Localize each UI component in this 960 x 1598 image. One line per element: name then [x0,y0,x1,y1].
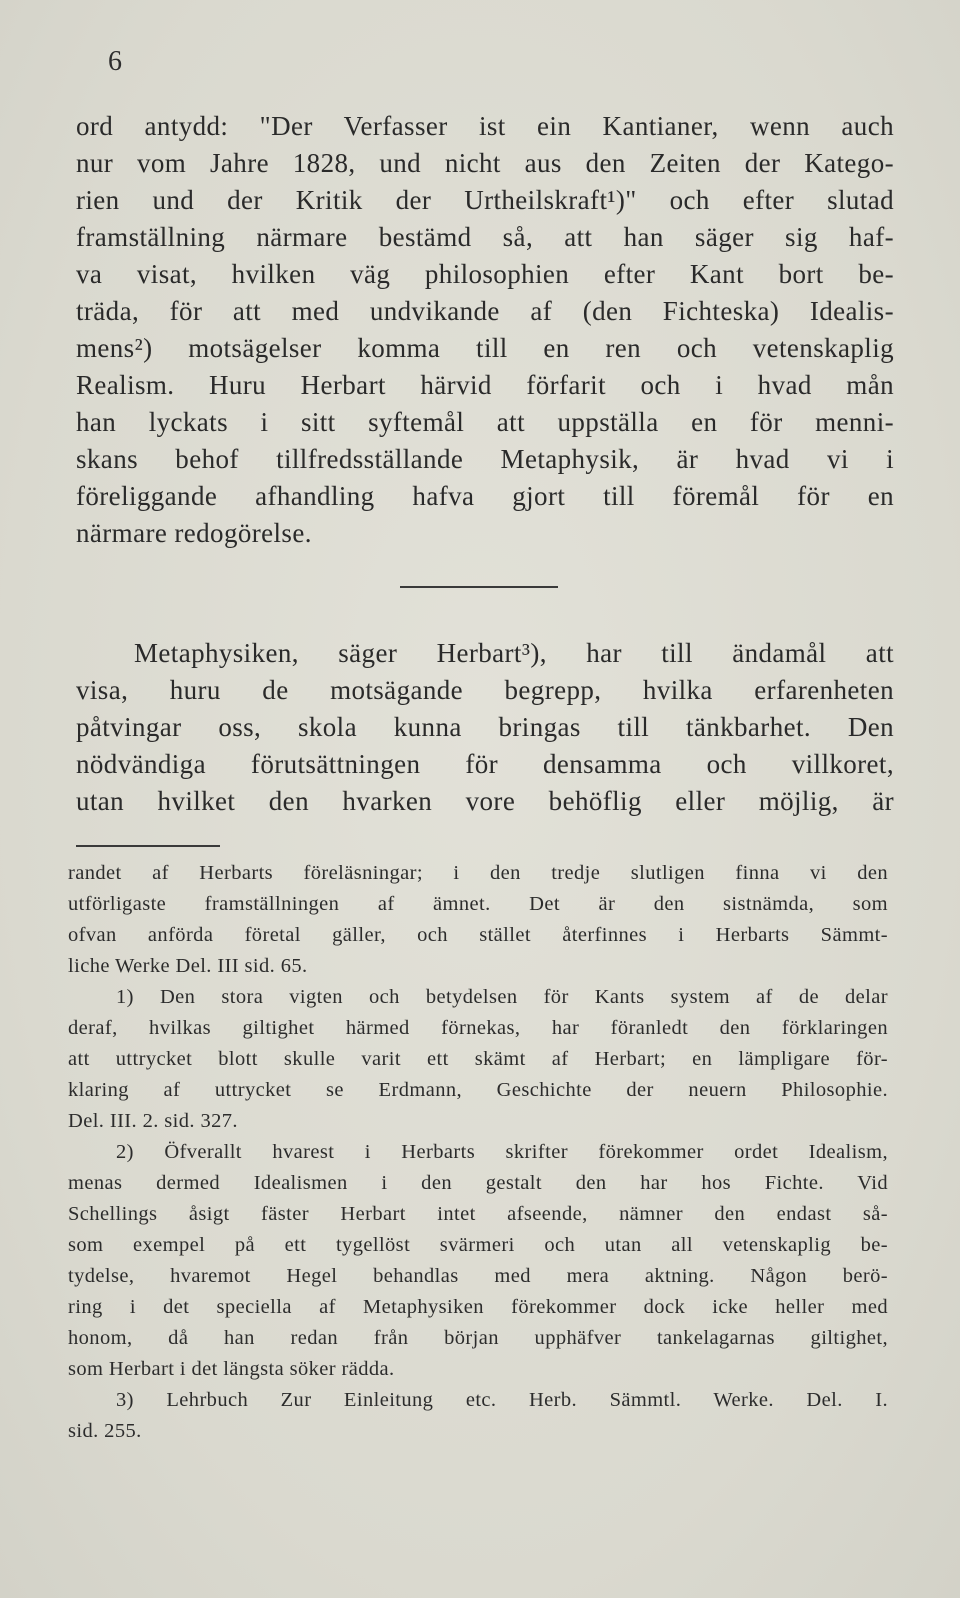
footnote-line: Del. III. 2. sid. 327. [68,1110,238,1132]
footnote-line: att uttrycket blott skulle varit ett skämt af Herbart; en lämpligare för- [68,1048,888,1070]
paragraph-1 [76,108,894,552]
paragraph-line: rien und der Kritik der Urtheilskraft¹)" och efter slutad [76,185,894,215]
footnote-1 [68,982,888,1137]
footnote-line: tydelse, hvaremot Hegel behandlas med mera aktning. Någon berö- [68,1265,888,1287]
footnote-line: som exempel på ett tygellöst svärmeri och utan all vetenskaplig be- [68,1234,888,1256]
footnote-line: honom, då han redan från början upphäfver tankelagarnas giltighet, [68,1327,888,1349]
paragraph-line: närmare redogörelse. [76,518,312,548]
paragraph-line: skans behof tillfredsställande Metaphysik, är hvad vi i [76,444,894,474]
footnote-line: deraf, hvilkas giltighet härmed förnekas, har föranledt den förklaringen [68,1017,888,1039]
paragraph-line: mens²) motsägelser komma till en ren och vetenskaplig [76,333,894,363]
footnote-continuation [68,858,888,982]
paragraph-line: Metaphysiken, säger Herbart³), har till ändamål att [134,638,894,668]
footnote-line: utförligaste framställningen af ämnet. Det är den sistnämda, som [68,893,888,915]
paragraph-line: träda, för att med undvikande af (den Fichteska) Idealis- [76,296,894,326]
paragraph-line: Realism. Huru Herbart härvid förfarit och i hvad mån [76,370,894,400]
footnote-line: Schellings åsigt fäster Herbart intet afseende, nämner den endast så- [68,1203,888,1225]
footnote-line: menas dermed Idealismen i den gestalt den har hos Fichte. Vid [68,1172,888,1194]
paragraph-line: föreliggande afhandling hafva gjort till föremål för en [76,481,894,511]
paragraph-line: nur vom Jahre 1828, und nicht aus den Zeiten der Katego- [76,148,894,178]
page-number: 6 [108,46,122,77]
footnotes [68,858,888,1447]
paragraph-2 [76,635,894,820]
footnote-line: liche Werke Del. III sid. 65. [68,955,308,977]
footnote-3 [68,1385,888,1447]
section-separator-rule [400,586,558,588]
paragraph-line: framställning närmare bestämd så, att han säger sig haf- [76,222,894,252]
paragraph-line: nödvändiga förutsättningen för densamma och villkoret, [76,749,894,779]
paragraph-line: va visat, hvilken väg philosophien efter Kant bort be- [76,259,894,289]
paragraph-line: utan hvilket den hvarken vore behöflig eller möjlig, är [76,786,894,816]
paragraph-line: påtvingar oss, skola kunna bringas till tänkbarhet. Den [76,712,894,742]
paragraph-line: ord antydd: "Der Verfasser ist ein Kantianer, wenn auch [76,111,894,141]
footnote-line: 2) Öfverallt hvarest i Herbarts skrifter förekommer ordet Idealism, [116,1141,888,1163]
paragraph-line: visa, huru de motsägande begrepp, hvilka erfarenheten [76,675,894,705]
footnote-2 [68,1137,888,1385]
footnote-line: ring i det speciella af Metaphysiken förekommer dock icke heller med [68,1296,888,1318]
footnote-line: sid. 255. [68,1420,142,1442]
footnote-line: randet af Herbarts föreläsningar; i den tredje slutligen finna vi den [68,862,888,884]
footnote-line: klaring af uttrycket se Erdmann, Geschichte der neuern Philosophie. [68,1079,888,1101]
footnote-line: 3) Lehrbuch Zur Einleitung etc. Herb. Sämmtl. Werke. Del. I. [116,1389,888,1411]
paragraph-line: han lyckats i sitt syftemål att uppställa en för menni- [76,407,894,437]
footnote-line: som Herbart i det längsta söker rädda. [68,1358,395,1380]
footnote-rule [76,845,220,847]
footnote-line: ofvan anförda företal gäller, och stället återfinnes i Herbarts Sämmt- [68,924,888,946]
footnote-line: 1) Den stora vigten och betydelsen för Kants system af de delar [116,986,888,1008]
